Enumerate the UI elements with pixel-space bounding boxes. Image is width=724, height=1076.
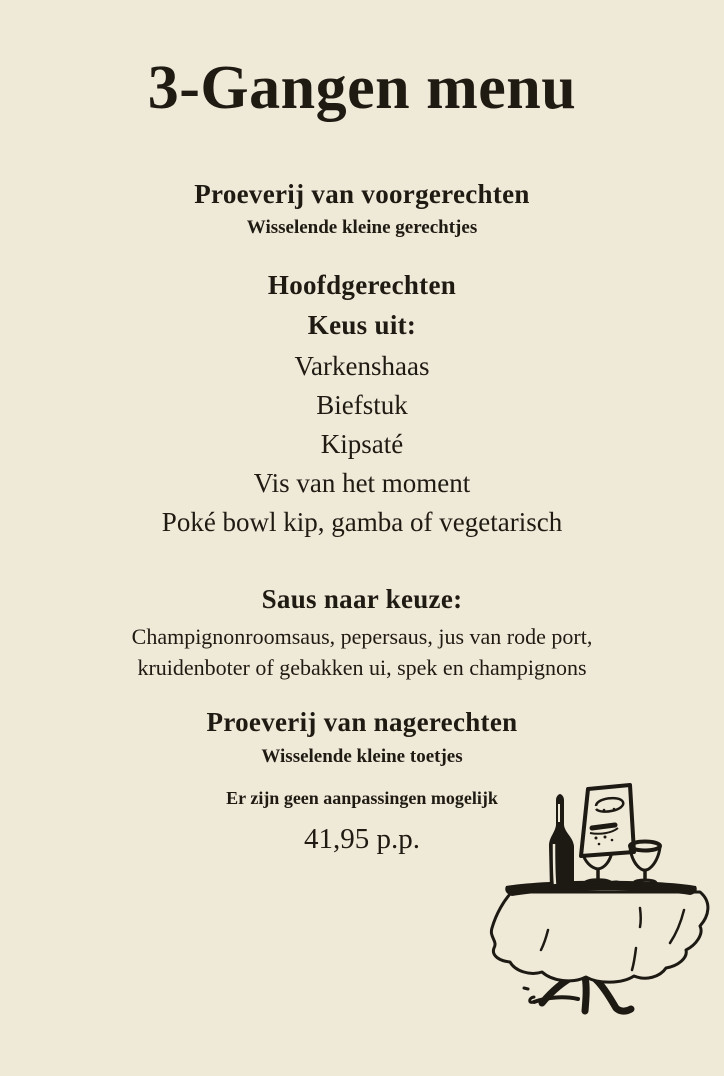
- hoofdgerechten-subheading: Keus uit:: [307, 310, 417, 341]
- menu-page: [0, 52, 724, 858]
- menu-title: 3-Gangen menu: [147, 54, 577, 122]
- section-nagerechten: [0, 705, 724, 770]
- wine-glass-right-icon: [630, 842, 660, 887]
- main-course-item: Kipsaté: [320, 429, 404, 460]
- main-course-item: Vis van het moment: [253, 468, 471, 499]
- section-voorgerechten: [0, 177, 724, 241]
- section-hoofdgerechten: [0, 268, 724, 542]
- sauzen-heading: Saus naar keuze:: [261, 584, 463, 615]
- sauce-options-line: Champignonroomsaus, pepersaus, jus van rode port,: [131, 624, 593, 650]
- main-course-item: Varkenshaas: [294, 351, 430, 382]
- no-changes-note: Er zijn geen aanpassingen mogelijk: [226, 788, 498, 809]
- voorgerechten-heading: Proeverij van voorgerechten: [194, 179, 530, 210]
- menu-card-icon: [581, 785, 634, 856]
- section-sauzen: [0, 582, 724, 683]
- wine-bottle-icon: [549, 794, 574, 890]
- price-per-person: 41,95 p.p.: [304, 823, 420, 856]
- hoofdgerechten-heading: Hoofdgerechten: [267, 270, 457, 301]
- main-course-item: Biefstuk: [316, 390, 408, 421]
- nagerechten-description: Wisselende kleine toetjes: [261, 746, 463, 768]
- main-course-item: Poké bowl kip, gamba of vegetarisch: [161, 507, 563, 538]
- tablecloth-icon: [491, 892, 708, 982]
- sauce-options: [0, 621, 724, 683]
- voorgerechten-description: Wisselende kleine gerechtjes: [246, 217, 478, 239]
- sauce-options-line: kruidenboter of gebakken ui, spek en champignons: [137, 655, 587, 681]
- nagerechten-heading: Proeverij van nagerechten: [206, 707, 518, 738]
- bistro-table-illustration: [488, 782, 714, 1018]
- main-course-list: [0, 347, 724, 542]
